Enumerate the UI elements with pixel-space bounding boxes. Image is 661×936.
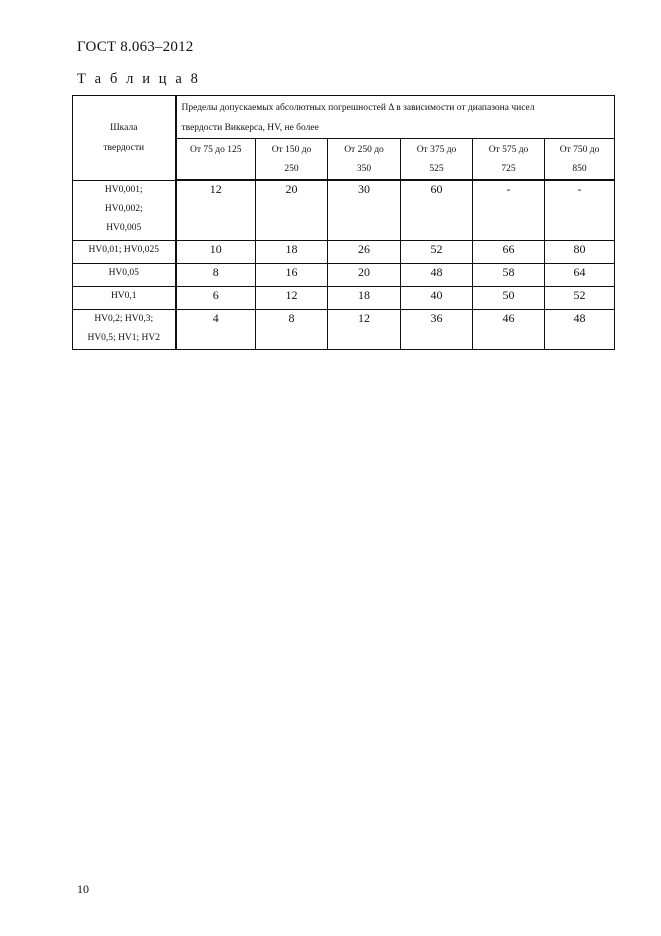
value-cell: 40 (401, 286, 473, 309)
label-line: HV0,05 (108, 267, 139, 278)
tolerance-table (72, 95, 615, 350)
table-row (73, 309, 615, 349)
header-line: Шкала (110, 122, 138, 133)
label-line: HV0,005 (106, 222, 142, 233)
header-line: От 750 до (559, 145, 600, 155)
scale-label (73, 309, 176, 349)
value-cell: 30 (328, 180, 401, 240)
value-cell: 60 (401, 180, 473, 240)
value-cell: 52 (401, 240, 473, 263)
scale-label (73, 180, 176, 240)
header-line: твердости Виккерса, HV, не более (181, 123, 319, 133)
table-row (73, 286, 615, 309)
value-cell: 58 (473, 263, 545, 286)
value-cell: 26 (328, 240, 401, 263)
value-cell: 4 (176, 309, 256, 349)
header-line: От 250 до (344, 145, 384, 155)
header-line: Пределы допускаемых абсолютных погрешностей Δ в зависимости от диапазона чисел (181, 103, 535, 113)
value-cell: 52 (545, 286, 615, 309)
scale-label (73, 240, 176, 263)
value-cell: 46 (473, 309, 545, 349)
label-line: HV0,01; HV0,025 (88, 244, 159, 255)
range-header (401, 139, 473, 181)
range-header (545, 139, 615, 181)
scale-header (73, 96, 176, 181)
label-line: HV0,2; HV0,3; (94, 313, 154, 324)
value-cell: 66 (473, 240, 545, 263)
value-cell: 18 (256, 240, 328, 263)
table-header-row (73, 96, 615, 139)
header-line: От 575 до (488, 145, 529, 155)
value-cell: 12 (328, 309, 401, 349)
range-header (328, 139, 401, 181)
table-row (73, 240, 615, 263)
header-line: 525 (429, 164, 444, 174)
header-line: 725 (501, 164, 516, 174)
value-cell: 80 (545, 240, 615, 263)
label-line: HV0,5; HV1; HV2 (87, 332, 161, 343)
label-line: HV0,1 (110, 290, 137, 301)
scale-label (73, 263, 176, 286)
scale-label (73, 286, 176, 309)
value-cell: - (473, 180, 545, 240)
header-line: 250 (284, 164, 299, 174)
label-line: HV0,002; (104, 203, 143, 214)
range-header (256, 139, 328, 181)
header-line: От 375 до (416, 145, 457, 155)
document-header: ГОСТ 8.063–2012 (77, 39, 194, 55)
value-cell: 20 (328, 263, 401, 286)
value-cell: 48 (545, 309, 615, 349)
value-cell: 12 (256, 286, 328, 309)
value-cell: - (545, 180, 615, 240)
label-line: HV0,001; (104, 184, 143, 195)
header-line: От 75 до 125 (190, 145, 242, 155)
value-cell: 8 (176, 263, 256, 286)
header-line: От 150 до (271, 145, 312, 155)
value-cell: 20 (256, 180, 328, 240)
table-row (73, 263, 615, 286)
value-cell: 10 (176, 240, 256, 263)
range-header (176, 139, 256, 181)
value-cell: 16 (256, 263, 328, 286)
value-cell: 6 (176, 286, 256, 309)
error-limits-header (176, 96, 615, 139)
header-line: 350 (356, 164, 372, 174)
value-cell: 12 (176, 180, 256, 240)
range-header (473, 139, 545, 181)
value-cell: 8 (256, 309, 328, 349)
value-cell: 64 (545, 263, 615, 286)
header-line: 850 (572, 164, 587, 174)
value-cell: 48 (401, 263, 473, 286)
value-cell: 36 (401, 309, 473, 349)
table-caption: Т а б л и ц а 8 (77, 71, 201, 87)
page-number: 10 (77, 882, 89, 896)
header-line: твердости (103, 142, 145, 153)
value-cell: 18 (328, 286, 401, 309)
table-row (73, 180, 615, 240)
value-cell: 50 (473, 286, 545, 309)
